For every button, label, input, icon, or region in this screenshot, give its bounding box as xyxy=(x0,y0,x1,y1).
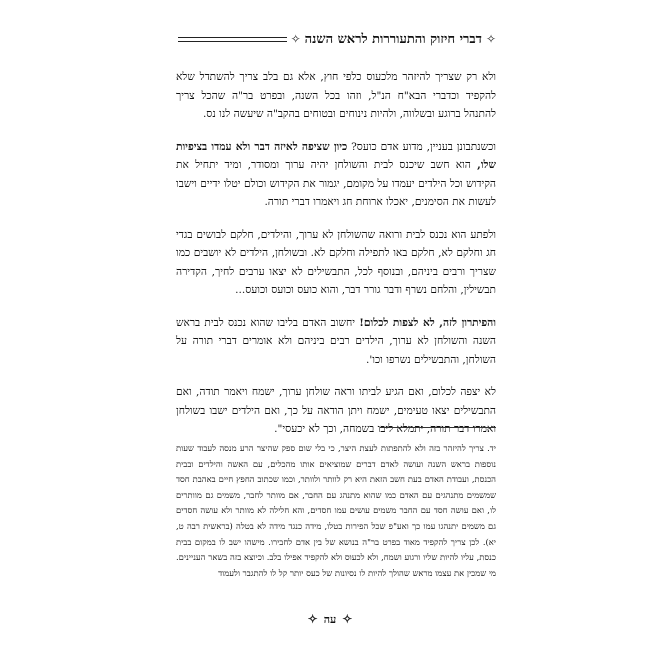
paragraph-text: יחשוב האדם בליבו שהוא נכנס לבית בראש השנה והשולחן לא ערוך, הילדים רבים ביניהם ולא אומרים דברי תורה על השולחן, והתבשילים נשרפו וכו'. xyxy=(176,316,496,366)
paragraph-text: ולפתע הוא נכנס לבית ורואה שהשולחן לא ערוך, והילדים, חלקם לבושים בגדי חג וחלקם לא, חלקם באו לתפילה וחלקם לא. ובשולחן, הילדים לא יושבים כמו שצריך ורבים ביניהם, ובנוסף לכל, התבשילים לא יצאו ערבים לחיך, הקדירה תבשילין, והלחם נשרף ודבר גורר דבר, והוא כועס וכועס וכועס... xyxy=(176,228,496,296)
main-text xyxy=(176,68,496,453)
emphasized-text: כיון שציפה לאיזה דבר ולא עמדו בציפיות שלו, xyxy=(176,140,496,171)
ornament-icon: ✧ xyxy=(485,32,496,46)
paragraph-text: ולא רק שצריך להיזהר מלכעוס כלפי חוץ, אלא גם בלב צריך להשתדל שלא להקפיד וכדברי הבא"ח הנ"ל, וזהו בכל השנה, ובפרט בר"ה שהכל צריך להתנהל ברוגע ובשלווה, ולהיות נינוחים ובטוחים בהקב"ה שיעשה לנו נס. xyxy=(176,71,496,120)
footnote-text: יד. צריך להיזהר בזה ולא להתפתות לעצת היצר, כי בלי שום ספק שהיצר הרע מנסה לעבוד שעות נוספות בראש השנה ועושה לאדם דברים שמוציאים אותו מהכלים, עם האשה והילדים ובבית הכנסת, ועבודת האדם בעת חשב הזאת היא רק לוותר ולוותר, וכמו שכתוב החפץ חיים באהבת חסד שמשמים מתנהגים עם האדם כמו שהוא מתנהג עם החבר, אם מוותר לחבר, משמים גם מוותרים לו, ואם עושה חסד עם החבר משמים עושים עמו חסדים, והא חלילה לא מוותר ולא עושה חסדים גם משמים יתנהגו עמו כך ואע"פ שכל הפירות בטלו, מידה כנגד מידה לא בטלה (בראשית רבה ט, יא). לכן צריך להקפיד מאוד בפרט בר"ה בנושא של בין אדם לחבירו. מישהו ישב לו במקום בבית כנסת, עליו להיות שליו ורגוע ושמח, ולא לכעוס ולא להקפיד אפילו בלב. וכיוצא בזה בשאר העניינים. מי שמכין את עצמו מראש שהולך להיות לו נסיונות של כעס יותר קל לו להתגבר ולעמוד xyxy=(176,443,496,578)
page-number xyxy=(300,612,360,626)
footnote-marker: י". xyxy=(274,423,286,435)
paragraph xyxy=(176,226,496,300)
running-header xyxy=(178,28,496,50)
ornament-icon: ✧ xyxy=(290,32,301,46)
paragraph xyxy=(176,314,496,370)
running-header-title: דברי חיזוק והתעוררות לראש השנה xyxy=(304,32,482,47)
ornament-icon: ✧ xyxy=(307,612,318,626)
header-rule xyxy=(178,37,287,42)
footnote-divider xyxy=(380,427,496,428)
paragraph-text: וכשנתבונן בעניין, מדוע אדם כועס? xyxy=(347,140,496,153)
paragraph-text: הוא חשב שיכנס לבית והשולחן יהיה ערוך ומסודר, ומיד יתחיל את הקידוש וכל הילדים יעמדו על מקומם, יגמור את הקידוש וכולם יטלו ידיים וישבו לעשות את הסימנים, יאכלו ארוחת חג ויאמרו דברי תורה. xyxy=(176,159,496,208)
page-number-label: עה xyxy=(323,612,337,626)
footnote xyxy=(176,441,496,581)
paragraph-text: לא יצפה לכלום, ואם הגיע לביתו וראה שולחן ערוך, ישמח ויאמר תודה, ואם התבשילים יצאו טעימים, ישמח ויתן הודאה על כך, ואם הילדים ישבו בשולחן ואמרו דבר תורה, יתמלא ליבו בשמחה, וכך לא יכעס xyxy=(176,386,496,435)
ornament-icon: ✧ xyxy=(342,612,353,626)
paragraph xyxy=(176,383,496,439)
paragraph xyxy=(176,138,496,212)
emphasized-text: והפיתרון לזה, לא לצפות לכלום! xyxy=(359,316,496,329)
paragraph xyxy=(176,68,496,124)
